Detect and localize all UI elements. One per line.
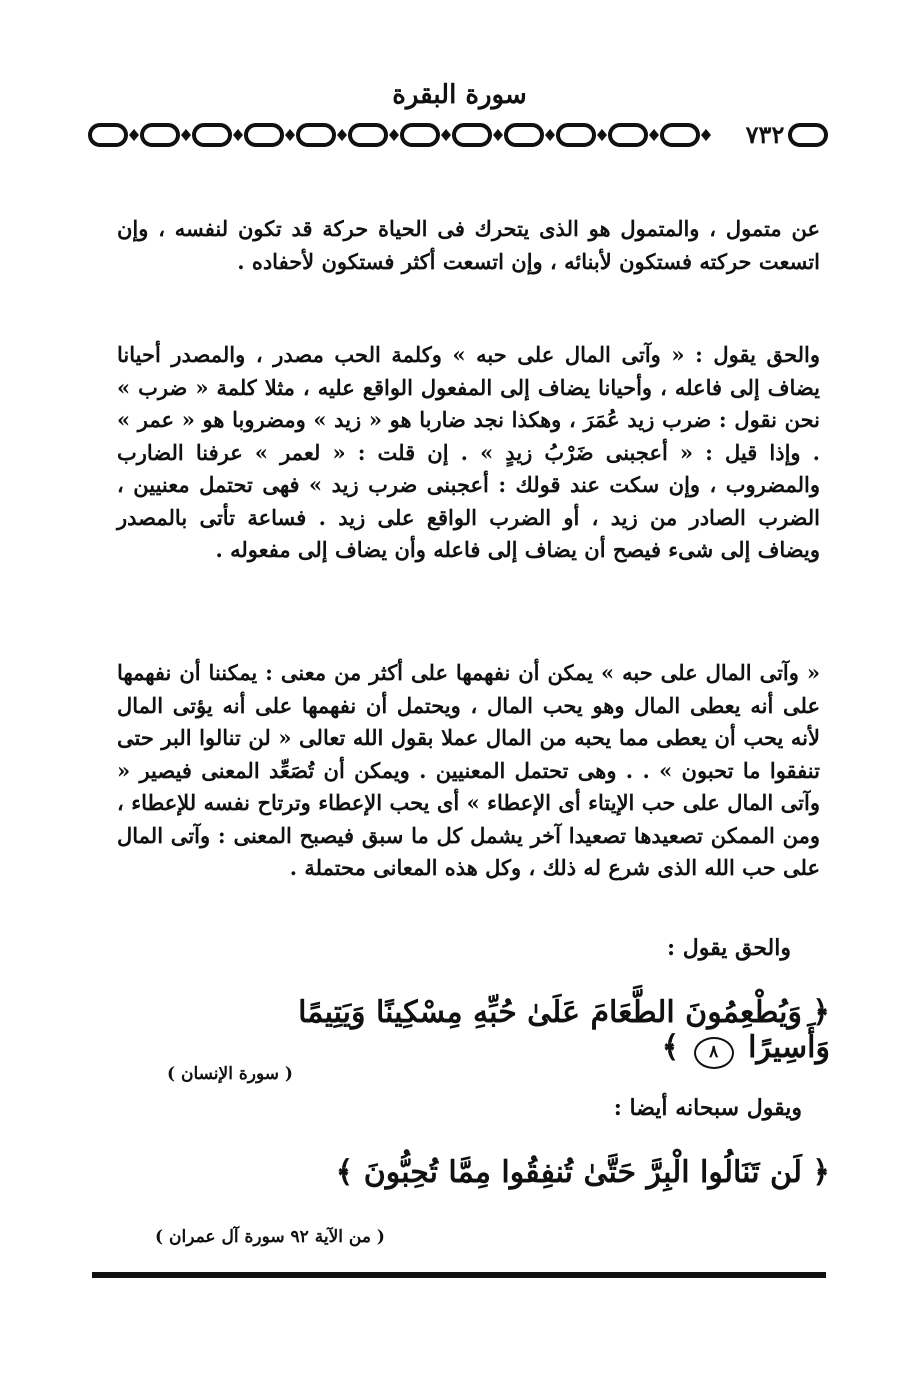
lead-in-1: والحق يقول : <box>666 935 791 961</box>
source-citation-1: ( سورة الإنسان ) <box>167 1064 293 1084</box>
quran-verse-2 <box>290 1155 830 1190</box>
verse-1-text: ﴿ وَيُطْعِمُونَ الطَّعَامَ عَلَىٰ حُبِّهِ مِسْكِينًا وَيَتِيمًا وَأَسِيرًا <box>298 995 830 1065</box>
paragraph-1: عن متمول ، والمتمول هو الذى يتحرك فى الحياة حركة قد تكون لنفسه ، وإن اتسعت حركته فستكون لأبنائه ، وإن اتسعت أكثر فستكون لأحفاده . <box>117 216 820 274</box>
ayah-number-marker: ٨ <box>694 1037 734 1069</box>
surah-title: سورة البقرة <box>392 80 527 110</box>
paragraph-2: والحق يقول : « وآتى المال على حبه » وكلمة الحب مصدر ، والمصدر أحيانا يضاف إلى فاعله ، وأحيانا يضاف إلى المفعول الواقع عليه ، مثلا كلمة « ضرب » نحن نقول : ضرب زيد عُمَرَ ، وهكذا نجد ضاربا هو « زيد » ومضروبا هو « عمر » . وإذا قيل : « أعجبنى ضَرْبُ زيدٍ » . إن قلت : « لعمر » عرفنا الضارب والمضروب ، وإن سكت عند قولك : أعجبنى ضرب زيد » فهى تحتمل معنيين ، الضرب الصادر من زيد ، أو الضرب الواقع على زيد . فساعة تأتى بالمصدر ويضاف إلى شىء فيصح أن يضاف إلى فاعله وأن يضاف إلى مفعوله . <box>117 342 820 562</box>
lead-in-2: ويقول سبحانه أيضا : <box>613 1095 802 1121</box>
ornamental-chain-border <box>86 118 838 152</box>
paragraph-3: « وآتى المال على حبه » يمكن أن نفهمها على أكثر من معنى : يمكننا أن نفهمها على أنه يعطى المال وهو يحب المال ، ويحتمل أن نفهمها على أنه يؤتى المال لأنه يحب أن يعطى مما يحبه من المال عملا بقول الله تعالى « لن تنالوا البر حتى تنفقوا ما تحبون » . . وهى تحتمل المعنيين . ويمكن أن تُصَعِّد المعنى فيصير « وآتى المال على حب الإيتاء أى الإعطاء » أى يحب الإعطاء وترتاح نفسه للإعطاء ، ومن الممكن تصعيدها تصعيدا آخر يشمل كل ما سبق فيصبح المعنى : وآتى المال على حب الله الذى شرع له ذلك ، وكل هذه المعانى محتملة . <box>117 660 820 880</box>
page-number: ٧٣٢ <box>745 120 785 149</box>
bottom-rule <box>92 1272 826 1278</box>
verse-1-close: ﴾ <box>661 1030 680 1065</box>
verse-2-text: ﴿ لَن تَنَالُوا الْبِرَّ حَتَّىٰ تُنفِقُوا مِمَّا تُحِبُّونَ ﴾ <box>335 1155 830 1190</box>
source-citation-2: ( من الآية ٩٢ سورة آل عمران ) <box>155 1227 385 1247</box>
quran-verse-1 <box>290 995 830 1069</box>
